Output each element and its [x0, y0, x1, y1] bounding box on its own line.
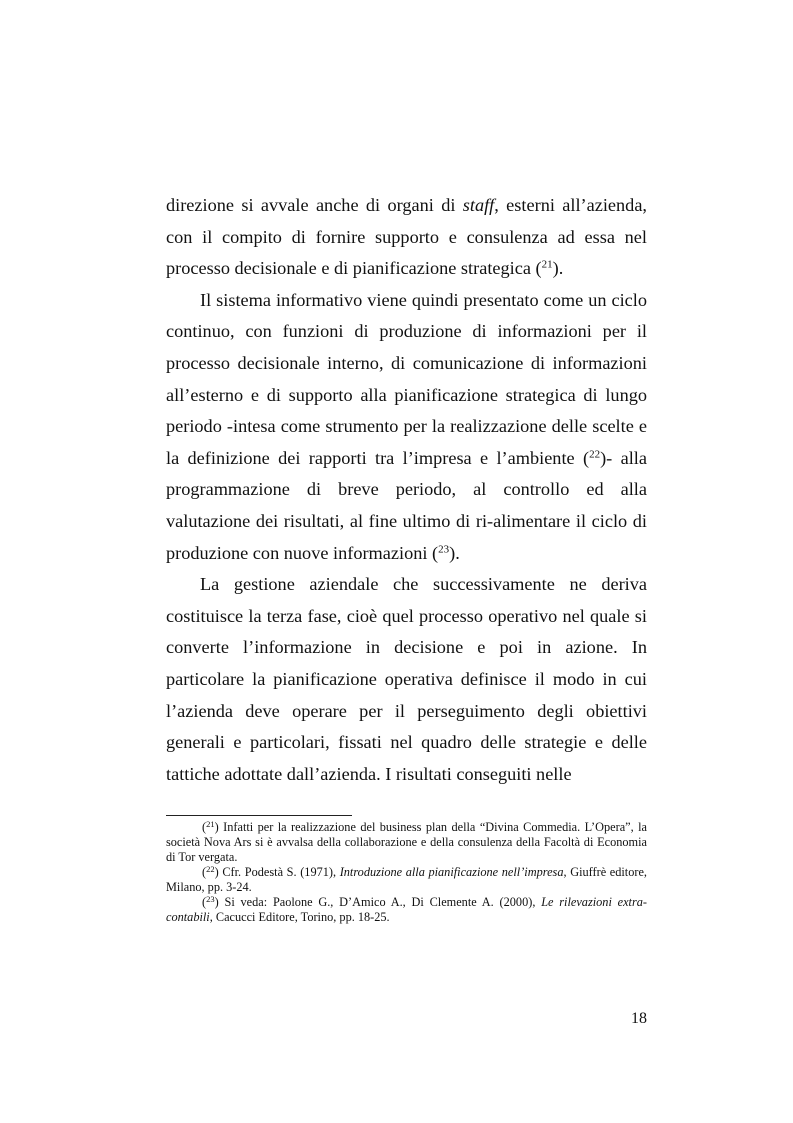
footnote-23-open: (: [202, 895, 207, 909]
paragraph-2-text-cont: )- alla programmazione di breve periodo, al controllo ed alla valutazione dei risultati, al fine ultimo di ri-alimentare il ciclo di produzione con nuove informazioni (: [166, 447, 647, 563]
paragraph-1-text-cont: , esterni all’azienda, con il compito di fornire supporto e consulenza ad essa nel processo decisionale e di pianificazione strategica (: [166, 195, 648, 279]
footnote-21-text: Infatti per la realizzazione del business plan della “Divina Commedia. L’Opera”, la società Nova Ars si è avvalsa della collaborazione e della consulenza della Facoltà di Economia di Tor vergata.: [166, 820, 647, 864]
footnotes: [166, 820, 647, 925]
footnote-21-close: ): [214, 820, 219, 834]
footnote-22-number: 22: [206, 863, 215, 874]
footnote-23-title: Le rilevazioni extra-contabili: [166, 895, 648, 924]
footnote-separator: [166, 815, 352, 816]
footnote-22-open: (: [202, 865, 207, 879]
footnote-22: [166, 865, 647, 895]
footnote-21: [166, 820, 647, 865]
footnote-22-title: Introduzione alla pianificazione nell’impresa: [339, 865, 564, 879]
paragraph-1-end: ).: [552, 258, 564, 279]
footnote-23-text: Si veda: Paolone G., D’Amico A., Di Clemente A. (2000),: [218, 895, 542, 909]
paragraph-2: [166, 285, 647, 569]
footnote-23: [166, 895, 647, 925]
footnote-21-number: 21: [206, 818, 215, 829]
paragraph-2-text: Il sistema informativo viene quindi presentato come un ciclo continuo, con funzioni di produzione di informazioni per il processo decisionale interno, di comunicazione di informazioni all’esterno e di supporto alla pianificazione strategica di lungo periodo -intesa come strumento per la realizzazione delle scelte e la definizione dei rapporti tra l’impresa e l’ambiente (: [166, 289, 647, 468]
footnote-23-publisher: , Cacucci Editore, Torino, pp. 18-25.: [209, 910, 390, 924]
footnote-ref-21[interactable]: 21: [541, 258, 553, 271]
paragraph-2-end: ).: [449, 542, 460, 563]
page-number: 18: [631, 1010, 647, 1027]
footnote-22-publisher: , Giuffrè editore, Milano, pp. 3-24.: [166, 865, 648, 894]
body-text: [166, 190, 647, 790]
footnote-23-close: ): [214, 895, 219, 909]
footnote-22-text: Cfr. Podestà S. (1971),: [218, 865, 340, 879]
footnote-22-close: ): [214, 865, 219, 879]
footnote-ref-22[interactable]: 22: [589, 448, 601, 461]
paragraph-1: [166, 190, 647, 285]
footnote-ref-23[interactable]: 23: [438, 542, 450, 555]
footnote-23-number: 23: [206, 893, 215, 904]
paragraph-3: La gestione aziendale che successivamente ne deriva costituisce la terza fase, cioè quel processo operativo nel quale si converte l’informazione in decisione e poi in azione. In particolare la pianificazione operativa definisce il modo in cui l’azienda deve operare per il perseguimento degli obiettivi generali e particolari, fissati nel quadro delle strategie e delle tattiche adottate dall’azienda. I risultati conseguiti nelle: [166, 574, 647, 784]
footnote-21-open: (: [202, 820, 207, 834]
italic-term-staff: staff: [462, 195, 495, 215]
paragraph-1-text: direzione si avvale anche di organi di: [166, 195, 463, 215]
